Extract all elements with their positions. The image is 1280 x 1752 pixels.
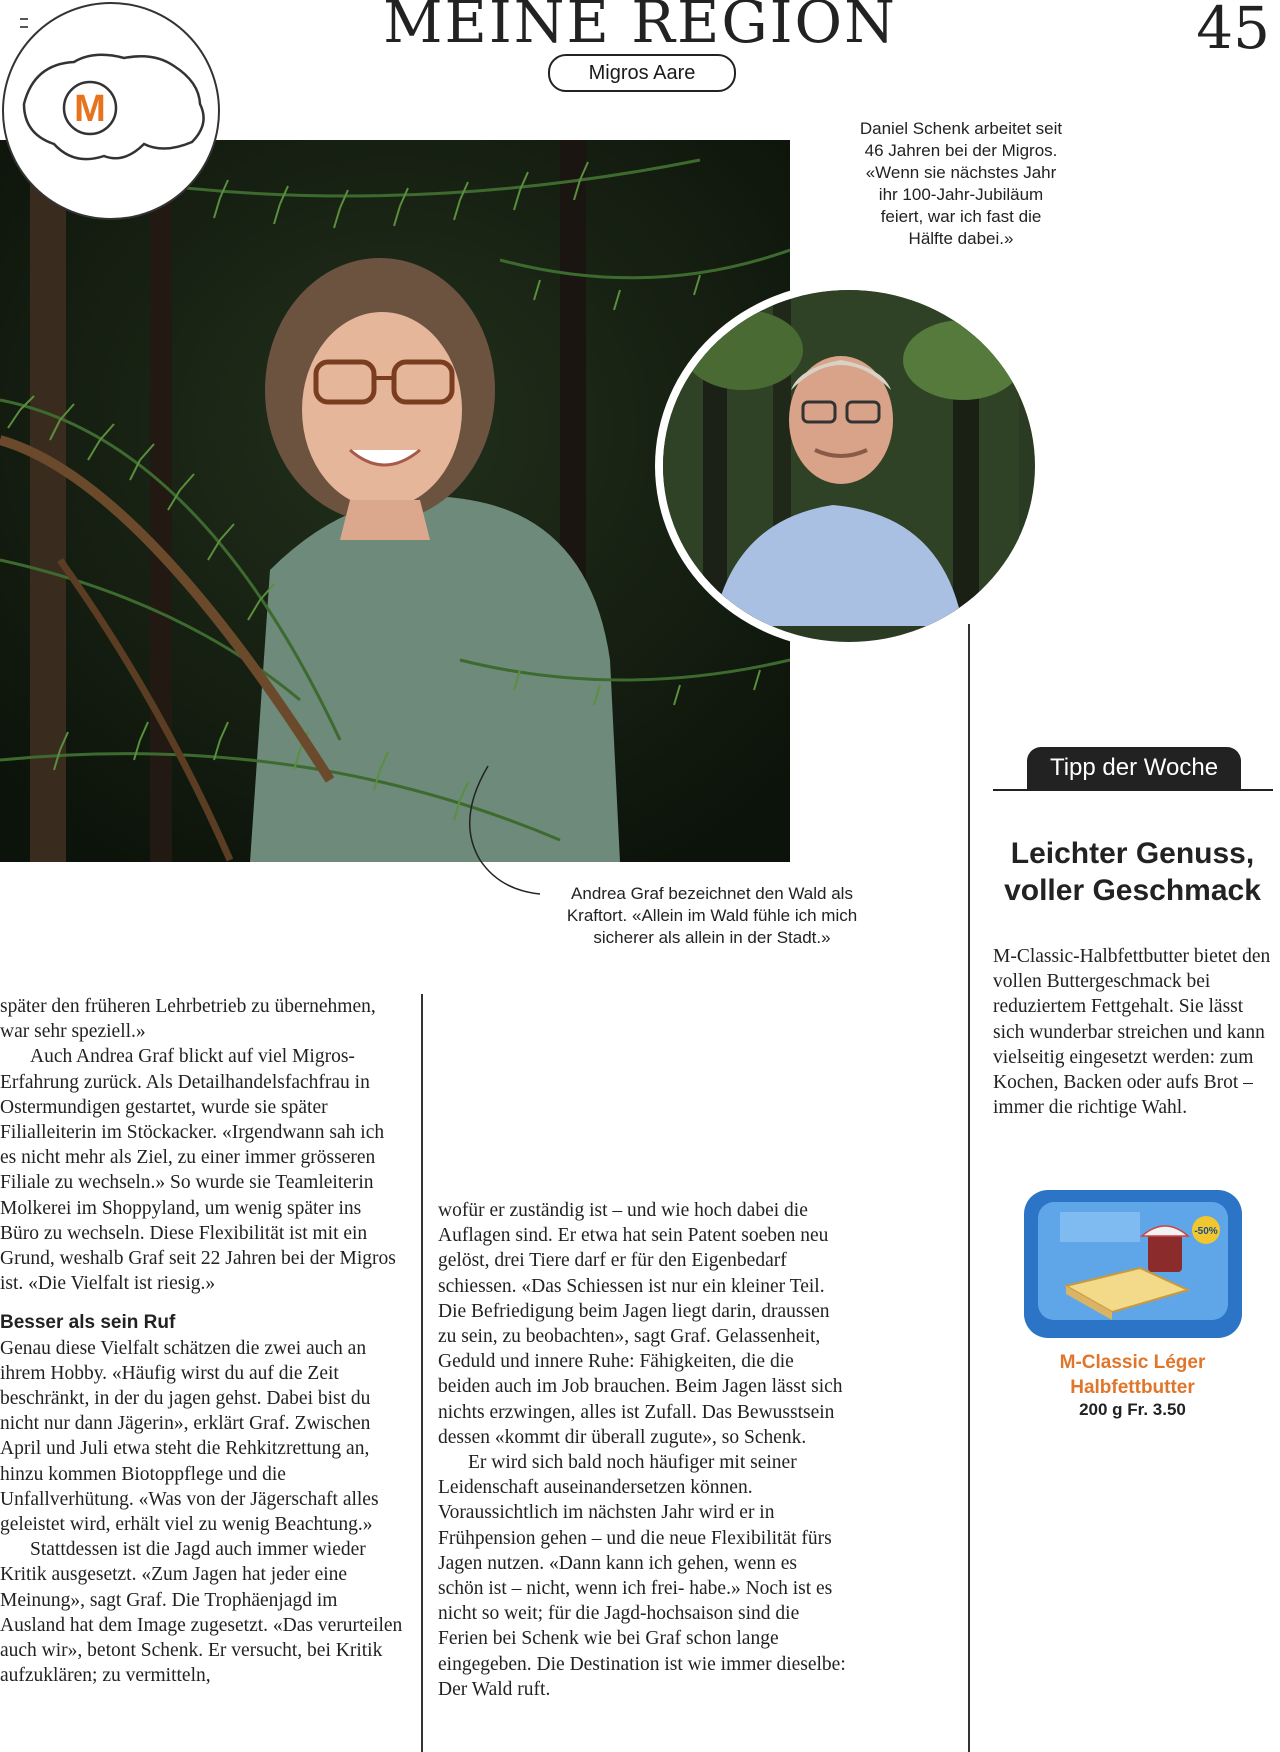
caption-graf: Andrea Graf bezeichnet den Wald als Kraftort. «Allein im Wald fühle ich mich sicherer als allein in der Stadt.» [566, 884, 858, 947]
column-divider-1 [421, 994, 423, 1752]
article-paragraph: wofür er zuständig ist – und wie hoch dabei die Auflagen sind. Er etwa hat sein Patent soeben neu gelöst, drei Tiere darf er für den Eigenbedarf schiessen. «Das Schiessen ist nur ein kleiner Teil. Die Befriedigung beim Jagen liegt darin, draussen zu sein, zu beobachten», sagt Graf. Gelassenheit, Geduld und innere Ruhe: Fähigkeiten, die die beiden auch im Job brauchen. Beim Jagen lässt sich nichts erzwingen, alles ist Zufall. Das Bewusstsein dessen «kommt dir überall zugute», so Schenk. [438, 1200, 843, 1448]
article-column-1 [0, 994, 404, 1688]
product-price: 200 g Fr. 3.50 [1079, 1400, 1186, 1419]
discount-badge-text: -50% [1194, 1226, 1218, 1237]
product-name [1020, 1350, 1245, 1400]
article-column-2 [438, 1198, 846, 1702]
article-paragraph: Auch Andrea Graf blickt auf viel Migros-Erfahrung zurück. Als Detailhandelsfachfrau in Ostermundigen gestartet, wurde sie später Filialleiterin im Stöckacker. «Irgendwann sah ich es nicht mehr als Ziel, zu einer immer grösseren Filiale zu wechseln.» So wurde sie Teamleiterin Molkerei im Shoppyland, um wenig später ins Büro zu wechseln. Diese Flexibilität ist mit ein Grund, weshalb Graf seit 22 Jahren bei der Migros ist. «Die Vielfalt ist riesig.» [0, 1046, 396, 1295]
region-pill[interactable]: Migros Aare [548, 54, 736, 92]
tipp-der-woche-badge: Tipp der Woche [1027, 747, 1241, 789]
migros-region-badge [2, 2, 220, 220]
product-image-butter[interactable] [1020, 1186, 1246, 1342]
section-title: MEINE REGION [383, 0, 897, 56]
article-paragraph: Genau diese Vielfalt schätzen die zwei auch an ihrem Hobby. «Häufig wirst du auf die Zeit beschränkt, in der du jagen gehst. Dabei bist du nicht nur dann Jägerin», erklärt Graf. Zwischen April und Juli etwa steht die Rehkitzrettung an, hinzu kommen Biotoppflege und die Unfallverhütung. «Was von der Jägerschaft alles geleistet wird, erhält viel zu wenig Beachtung.» [0, 1337, 379, 1536]
tipp-text: M-Classic-Halbfettbutter bietet den vollen Buttergeschmack bei reduziertem Fettgehalt. Sie lässt sich wunderbar streichen und kann vielseitig eingesetzt werden: zum Kochen, Backen oder aufs Brot – immer die richtige Wahl. [993, 946, 1271, 1119]
tipp-title [985, 835, 1280, 909]
article-paragraph: später den früheren Lehrbetrieb zu übernehmen, war sehr speziell.» [0, 996, 376, 1043]
product-name-line: M-Classic Léger [1059, 1352, 1206, 1373]
column-divider-2 [968, 624, 970, 1752]
article-paragraph: Er wird sich bald noch häufiger mit seiner Leidenschaft auseinandersetzen können. Voraussichtlich im nächsten Jahr wird er in Frühpension gehen – und die neue Flexibilität fürs Jagen nutzen. «Dann kann ich gehen, wenn es schön ist – nicht, wenn ich frei- habe.» Noch ist es nicht so weit; für die Jagd-hochsaison sind die Ferien bei Schenk wie bei Graf schon lange eingegeben. Die Destination ist wie immer dieselbe: Der Wald ruft. [438, 1452, 846, 1700]
switzerland-map-icon [4, 4, 218, 218]
caption-pointer-line [460, 760, 570, 900]
article-subhead: Besser als sein Ruf [0, 1312, 176, 1334]
article-paragraph: Stattdessen ist die Jagd auch immer wieder Kritik ausgesetzt. «Zum Jagen hat jeder eine Meinung», sagt Graf. Die Trophäenjagd im Ausland hat dem Image zugesetzt. «Das verurteilen auch wir», betont Schenk. Er versucht, bei Kritik aufzuklären; zu vermitteln, [0, 1539, 403, 1687]
tipp-title-line: Leichter Genuss, [1010, 837, 1255, 870]
migros-m-logo: M [74, 88, 106, 130]
page-number: 45 [1196, 0, 1270, 62]
caption-schenk: Daniel Schenk arbeitet seit 46 Jahren bei der Migros. «Wenn sie nächstes Jahr ihr 100-Jahr-Jubiläum feiert, war ich fast die Hälfte dabei.» [859, 119, 1063, 248]
product-name-line: Halbfettbutter [1070, 1377, 1195, 1398]
tipp-divider [993, 789, 1273, 791]
tipp-title-line: voller Geschmack [1004, 874, 1261, 907]
inset-photo-daniel-schenk [655, 282, 1043, 650]
